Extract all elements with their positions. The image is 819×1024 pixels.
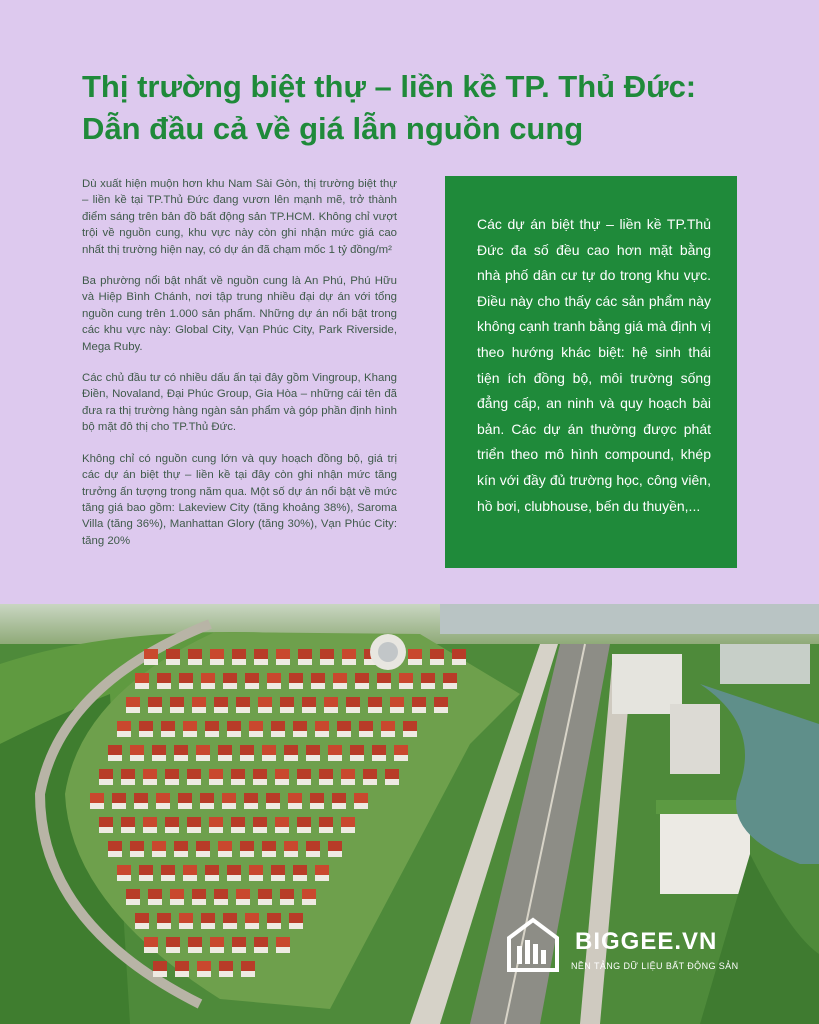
callout-text: Các dự án biệt thự – liền kề TP.Thủ Đức đa số đều cao hơn mặt bằng nhà phố dân cư tự do trong khu vực. Điều này cho thấy các sản phẩm này không cạnh tranh bằng giá mà định vị theo hướng khác biệt: hệ sinh thái tiện ích đồng bộ, môi trường sống đẳng cấp, an ninh và quy hoạch bài bản. Các dự án thường được phát triển theo mô hình compound, khép kín với đầy đủ trường học, công viên, hồ bơi, clubhouse, bến du thuyền,... — [477, 216, 711, 514]
building-logo-icon — [503, 916, 563, 974]
brand-tagline: NỀN TẢNG DỮ LIỆU BẤT ĐỘNG SẢN — [571, 961, 739, 971]
body-paragraph-3: Các chủ đầu tư có nhiều dấu ấn tại đây gồm Vingroup, Khang Điền, Novaland, Đại Phúc Group, Gia Hòa – những cái tên đã đưa ra thị trường hàng ngàn sản phẩm và góp phần định hình bộ mặt đô thị cho TP.Thủ Đức. — [82, 372, 397, 434]
body-paragraph-4: Không chỉ có nguồn cung lớn và quy hoạch đồng bộ, giá trị các dự án biệt thự – liền kề tại đây còn ghi nhận mức tăng trưởng ấn tượng trong năm qua. Một số dự án nổi bật về mức tăng giá bao gồm: Lakeview City (tăng khoảng 38%), Saroma Villa (tăng 36%), Manhattan Glory (tăng 30%), Vạn Phúc City: tăng 20% — [82, 452, 397, 547]
biggee-logo — [503, 916, 763, 978]
callout-box — [445, 176, 737, 568]
body-paragraph-1: Dù xuất hiện muộn hơn khu Nam Sài Gòn, thị trường biệt thự – liền kề tại TP.Thủ Đức đang vươn lên mạnh mẽ, trở thành điểm sáng trên bản đồ bất động sản TP.HCM. Không chỉ vượt trội về nguồn cung, khu vực này còn ghi nhận mức giá cao nhất thị trường hiện nay, có dự án đã chạm mốc 1 tỷ đồng/m² — [82, 178, 397, 256]
title-line-2: Dẫn đầu cả về giá lẫn nguồn cung — [82, 111, 584, 146]
article-title — [82, 66, 762, 150]
title-line-1: Thị trường biệt thự – liền kề TP. Thủ Đức: — [82, 69, 697, 104]
brand-name: BIGGEE.VN — [575, 928, 718, 955]
article-body — [82, 176, 397, 564]
body-paragraph-2: Ba phường nổi bật nhất về nguồn cung là An Phú, Phú Hữu và Hiệp Bình Chánh, nơi tập trung nhiều đại dự án với tổng nguồn cung trên 1.000 sản phẩm. Những dự án nổi bật trong các khu vực này: Global City, Vạn Phúc City, Park Riverside, Mega Ruby. — [82, 275, 397, 353]
